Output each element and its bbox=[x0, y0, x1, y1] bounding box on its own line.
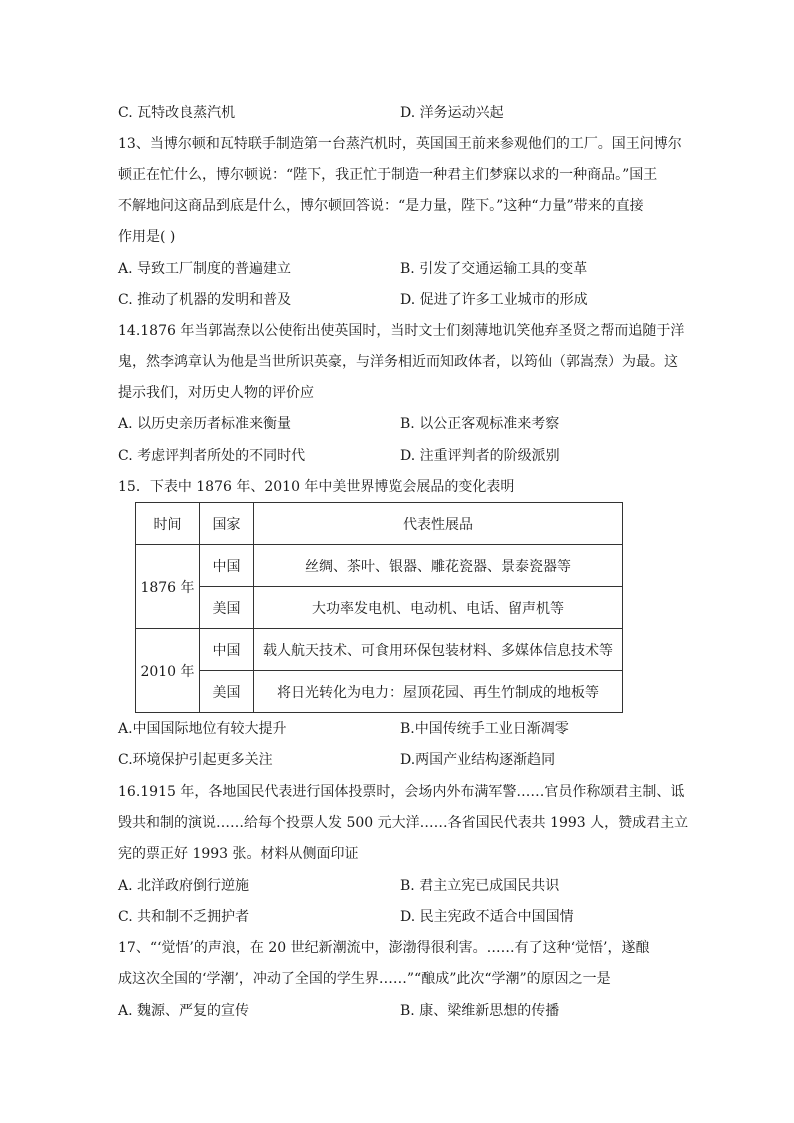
q14-option-a[interactable]: A. 以历史亲历者标准来衡量 bbox=[118, 416, 292, 432]
q17-option-b[interactable]: B. 康、梁维新思想的传播 bbox=[400, 1003, 560, 1019]
q16-option-b[interactable]: B. 君主立宪已成国民共识 bbox=[400, 878, 560, 894]
q14-stem-line-1: 14.1876 年当郭嵩焘以公使衔出使英国时，当时文士们刻薄地讥笑他弃圣贤之帮而追随于洋 bbox=[118, 323, 685, 339]
q15-option-c[interactable]: C.环境保护引起更多关注 bbox=[118, 752, 273, 768]
q16-option-c[interactable]: C. 共和制不乏拥护者 bbox=[118, 909, 250, 925]
q16-option-d[interactable]: D. 民主宪政不适合中国国情 bbox=[400, 909, 574, 925]
q16-option-a[interactable]: A. 北洋政府倒行逆施 bbox=[118, 878, 250, 894]
country-cell: 中国 bbox=[200, 545, 254, 587]
q12-option-d[interactable]: D. 洋务运动兴起 bbox=[400, 105, 504, 121]
header-country: 国家 bbox=[200, 503, 254, 545]
q12-option-c[interactable]: C. 瓦特改良蒸汽机 bbox=[118, 105, 236, 121]
country-cell: 美国 bbox=[200, 587, 254, 629]
q16-stem-line-2: 毁共和制的演说……给每个投票人发 500 元大洋……各省国民代表共 1993 人，赞成君主立 bbox=[118, 815, 689, 831]
q13-option-a[interactable]: A. 导致工厂制度的普遍建立 bbox=[118, 261, 292, 277]
q17-option-a[interactable]: A. 魏源、严复的宣传 bbox=[118, 1003, 250, 1019]
expo-exhibits-table bbox=[135, 502, 623, 713]
year-2010-cell: 2010 年 bbox=[136, 629, 200, 713]
q17-stem-line-1: 17、“‘觉悟’的声浪，在 20 世纪新潮流中，澎渤得很利害。……有了这种‘觉悟’，遂酿 bbox=[118, 940, 650, 956]
country-cell: 美国 bbox=[200, 671, 254, 713]
year-1876-cell: 1876 年 bbox=[136, 545, 200, 629]
table-header-row bbox=[136, 503, 623, 545]
q13-stem-line-3: 不解地问这商品到底是什么，博尔顿回答说：“是力量，陛下。”这种“力量”带来的直接 bbox=[118, 198, 644, 214]
q16-stem-line-3: 宪的票正好 1993 张。材料从侧面印证 bbox=[118, 846, 359, 862]
table-row bbox=[136, 545, 623, 587]
q13-option-d[interactable]: D. 促进了许多工业城市的形成 bbox=[400, 292, 588, 308]
q13-stem-line-2: 顿正在忙什么，博尔顿说：“陛下，我正忙于制造一种君主们梦寐以求的一种商品。”国王 bbox=[118, 167, 658, 183]
country-cell: 中国 bbox=[200, 629, 254, 671]
table-row bbox=[136, 671, 623, 713]
q15-option-d[interactable]: D.两国产业结构逐渐趋同 bbox=[400, 752, 556, 768]
q13-stem-line-4: 作用是( ) bbox=[118, 229, 176, 245]
q14-option-c[interactable]: C. 考虑评判者所处的不同时代 bbox=[118, 448, 306, 464]
table-row bbox=[136, 629, 623, 671]
q13-option-b[interactable]: B. 引发了交通运输工具的变革 bbox=[400, 261, 588, 277]
q13-option-c[interactable]: C. 推动了机器的发明和普及 bbox=[118, 292, 292, 308]
exhibits-cell: 大功率发电机、电动机、电话、留声机等 bbox=[254, 587, 623, 629]
q15-option-b[interactable]: B.中国传统手工业日渐凋零 bbox=[400, 721, 569, 737]
q15-stem: 15．下表中 1876 年、2010 年中美世界博览会展品的变化表明 bbox=[118, 479, 515, 495]
q14-option-b[interactable]: B. 以公正客观标准来考察 bbox=[400, 416, 560, 432]
header-exhibits: 代表性展品 bbox=[254, 503, 623, 545]
header-time: 时间 bbox=[136, 503, 200, 545]
q13-stem-line-1: 13、当博尔顿和瓦特联手制造第一台蒸汽机时，英国国王前来参观他们的工厂。国王问博尔 bbox=[118, 136, 682, 152]
q17-stem-line-2: 成这次全国的‘学潮’，冲动了全国的学生界……”“酿成”此次“学潮”的原因之一是 bbox=[118, 971, 611, 987]
q15-option-a[interactable]: A.中国国际地位有较大提升 bbox=[118, 721, 287, 737]
q14-option-d[interactable]: D. 注重评判者的阶级派别 bbox=[400, 448, 560, 464]
q14-stem-line-3: 提示我们，对历史人物的评价应 bbox=[118, 385, 314, 401]
q16-stem-line-1: 16.1915 年，各地国民代表进行国体投票时，会场内外布满军警……官员作称颂君主制、诋 bbox=[118, 784, 685, 800]
exhibits-cell: 将日光转化为电力：屋顶花园、再生竹制成的地板等 bbox=[254, 671, 623, 713]
table-row bbox=[136, 587, 623, 629]
q14-stem-line-2: 鬼，然李鸿章认为他是当世所识英豪，与洋务相近而知政体者，以筠仙（郭嵩焘）为最。这 bbox=[118, 354, 678, 370]
exhibits-cell: 丝绸、茶叶、银器、雕花瓷器、景泰瓷器等 bbox=[254, 545, 623, 587]
exhibits-cell: 载人航天技术、可食用环保包装材料、多媒体信息技术等 bbox=[254, 629, 623, 671]
